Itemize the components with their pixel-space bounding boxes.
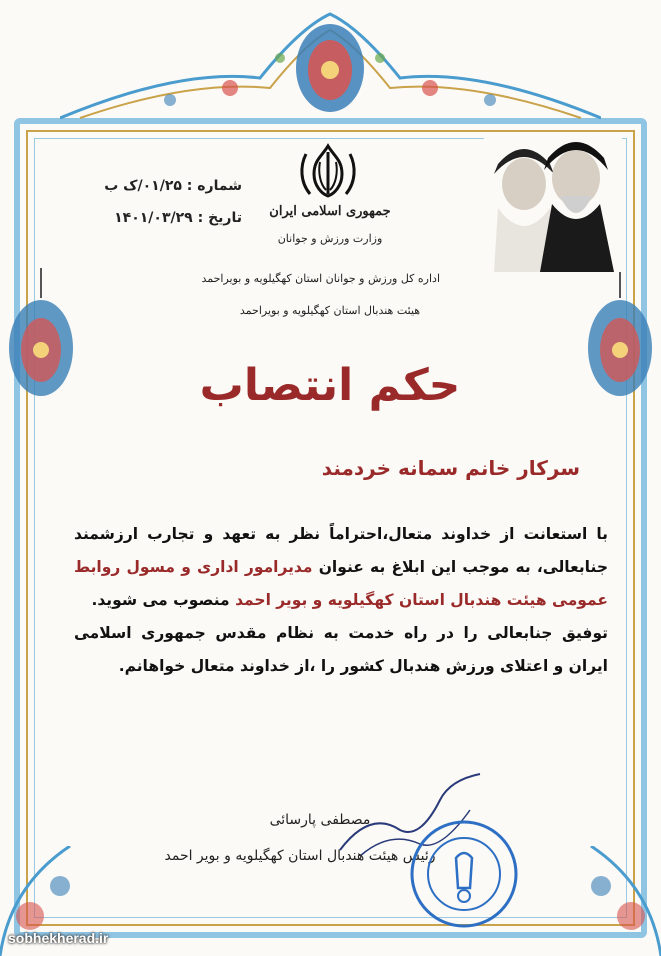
body-position-highlight: مدیرامور اداری و مسول روابط عمومی هیئت هندبال استان کهگیلویه و بویر احمد [74, 558, 608, 609]
header-country: جمهوری اسلامی ایران [269, 204, 391, 219]
body-text-intro: با استعانت از خداوند متعال،احتراماً نظر به تعهد و تجارب ارزشمند جنابعالی، به موجب این ابلاغ به عنوان [74, 525, 608, 576]
signatory-name: مصطفی پارسائی [269, 812, 371, 828]
header-general-office: اداره کل ورزش و جوانان استان کهگیلویه و بویراحمد [201, 272, 440, 285]
letter-number-label: شماره : [186, 178, 242, 194]
right-floral-ornament [583, 268, 657, 418]
document-title: حکم انتصاب [199, 360, 461, 411]
leaders-portrait [484, 134, 622, 272]
letter-number [62, 178, 242, 194]
iran-emblem-icon [292, 142, 364, 200]
site-watermark: sobhekherad.ir [8, 930, 109, 946]
letter-date-label: تاریخ : [197, 210, 242, 226]
body-text-appointed: منصوب می شوید. [91, 591, 236, 609]
top-floral-ornament [60, 8, 601, 126]
left-floral-ornament [4, 268, 78, 418]
header-ministry: وزارت ورزش و جوانان [277, 232, 383, 245]
bottom-right-floral-ornament [541, 846, 661, 956]
signatory-title: رئیس هیئت هندبال استان کهگیلویه و بویر احمد [164, 848, 436, 864]
official-stamp [408, 818, 520, 930]
letter-date [62, 210, 242, 226]
letter-date-value: ۱۴۰۱/۰۳/۲۹ [114, 210, 193, 226]
addressee: سرکار خانم سمانه خردمند [321, 456, 580, 480]
letter-number-value: ۰۱/۲۵/ک ب [104, 178, 182, 194]
letter-body [74, 518, 608, 683]
body-paragraph-1 [74, 518, 608, 617]
header-board: هیئت هندبال استان کهگیلویه و بویراحمد [239, 304, 421, 317]
body-paragraph-2: توفیق جنابعالی را در راه خدمت به نظام مقدس جمهوری اسلامی ایران و اعتلای ورزش هندبال کشور را ،از خداوند متعال خواهانم. [74, 624, 608, 675]
